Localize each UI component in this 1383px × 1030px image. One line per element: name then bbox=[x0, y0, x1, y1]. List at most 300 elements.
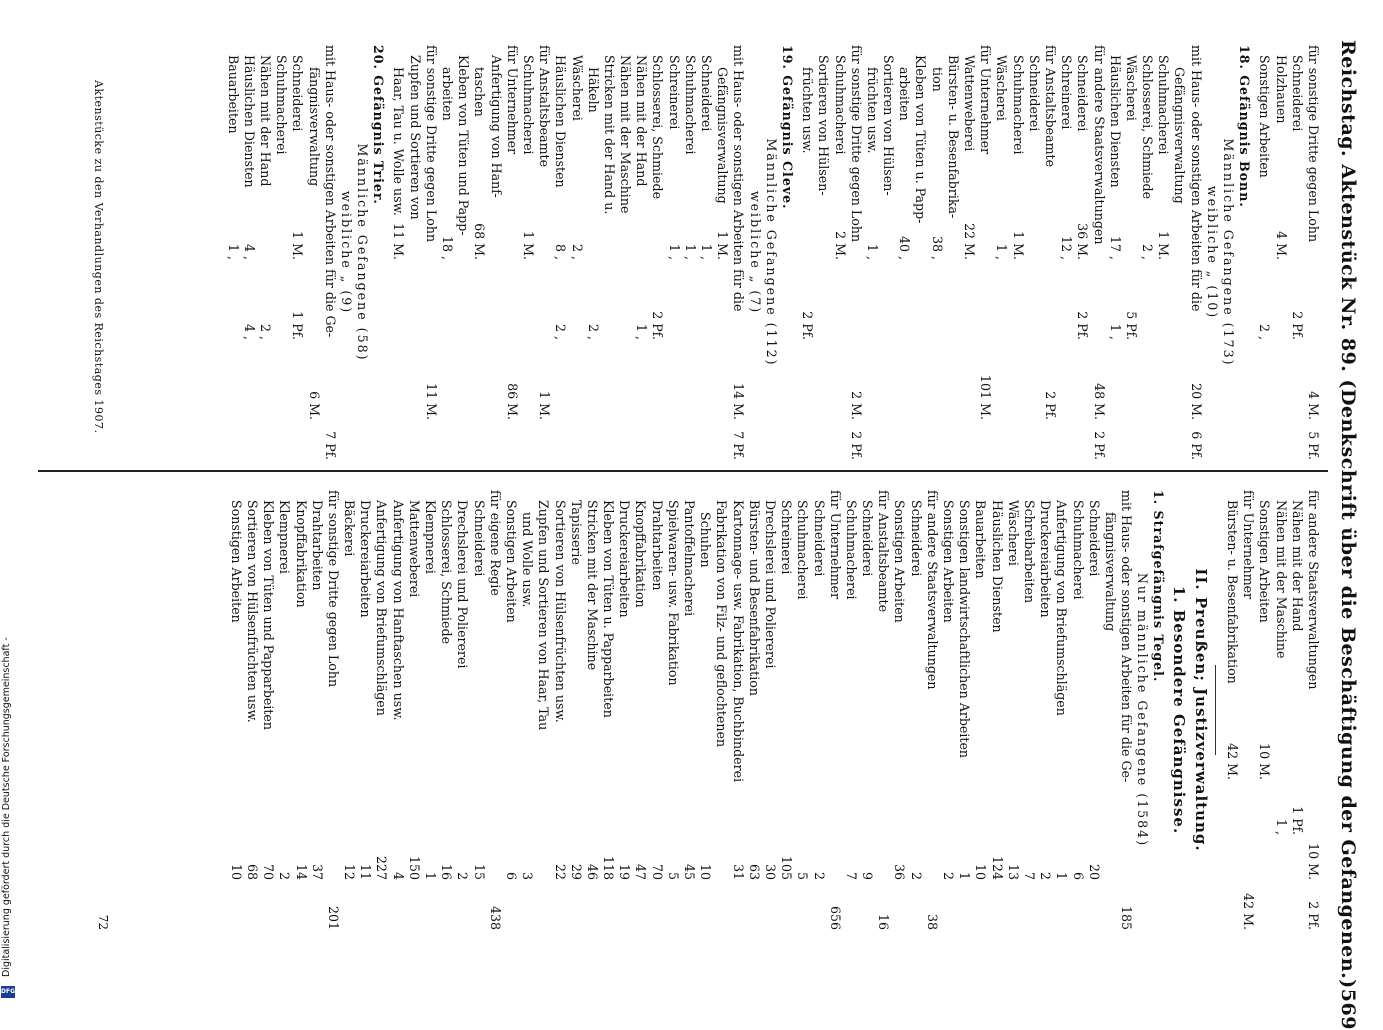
row-label: Klempnerei bbox=[423, 500, 439, 574]
row-label: Bürsten- und Besenfabrikation bbox=[746, 500, 762, 696]
row-label: Pantoffelmacherei bbox=[682, 500, 698, 617]
row-value-v3: 86 M. bbox=[504, 383, 520, 420]
row-value-v3: 118 bbox=[601, 855, 617, 880]
table-row bbox=[503, 490, 519, 930]
table-row bbox=[762, 490, 778, 930]
row-value-v3: 36 bbox=[892, 863, 908, 880]
row-value-v1: 1 , bbox=[682, 243, 698, 260]
row-value-v3: 6 M. bbox=[306, 391, 322, 420]
page-header bbox=[1335, 40, 1361, 1030]
row-value-v1: 1 , bbox=[864, 243, 880, 260]
section-rule bbox=[1215, 665, 1216, 755]
row-value-v3: 68 bbox=[244, 863, 260, 880]
row-value-v3: 12 bbox=[342, 863, 358, 880]
row-label: Sonstigen landwirtschaftlichen Arbeiten bbox=[957, 500, 973, 759]
row-value-v3: 37 bbox=[309, 863, 325, 880]
row-label: für Unternehmer bbox=[978, 45, 994, 155]
row-value-v3: 45 bbox=[682, 863, 698, 880]
table-row bbox=[1204, 45, 1220, 460]
table-row bbox=[552, 45, 568, 460]
row-label: für sonstige Dritte gegen Lohn bbox=[423, 45, 439, 243]
row-label: Druckereiarbeiten bbox=[617, 500, 633, 618]
table-row bbox=[325, 490, 341, 930]
table-row bbox=[423, 45, 439, 460]
row-label: 1. Besondere Gefängnisse. bbox=[1169, 585, 1188, 835]
table-row bbox=[341, 490, 357, 930]
table-row bbox=[1118, 490, 1134, 930]
row-label: für andere Staatsverwaltungen bbox=[1306, 490, 1321, 690]
row-label: Schneiderei bbox=[1086, 500, 1102, 577]
table-row bbox=[912, 45, 928, 460]
table-row bbox=[568, 490, 584, 930]
row-value-v3: 11 bbox=[358, 863, 374, 880]
row-label: Schuhen bbox=[698, 512, 714, 568]
row-label: Zupfen und Sortieren von bbox=[407, 55, 423, 220]
row-label: mit Haus- oder sonstigen Arbeiten für die Ge- bbox=[1119, 490, 1135, 783]
row-label: taschen bbox=[472, 67, 488, 117]
row-label: Nur männliche Gefangene (1584) bbox=[1135, 572, 1151, 848]
table-row bbox=[1123, 45, 1139, 460]
table-row bbox=[1139, 45, 1155, 460]
table-row bbox=[698, 45, 714, 460]
row-label: fängnisverwaltung bbox=[1102, 512, 1118, 632]
table-row bbox=[244, 490, 260, 930]
table-row bbox=[988, 490, 1004, 930]
row-label: Mattenweberei bbox=[406, 500, 422, 598]
table-row bbox=[632, 490, 648, 930]
table-row bbox=[1289, 45, 1305, 460]
row-label: weibliche „ (10) bbox=[1204, 185, 1220, 320]
row-label: arbeiten bbox=[440, 67, 456, 121]
row-value-v3: 2 bbox=[277, 871, 293, 880]
row-value-v3: 11 M. bbox=[423, 383, 439, 420]
row-label: Drahtarbeiten bbox=[309, 500, 325, 591]
table-row bbox=[617, 45, 633, 460]
row-label: Nähen mit der Hand bbox=[258, 55, 273, 187]
table-row bbox=[1220, 45, 1236, 460]
row-label: Knopffabrikation bbox=[633, 500, 649, 608]
row-value-v2: 2 , bbox=[585, 323, 601, 340]
table-row bbox=[551, 490, 567, 930]
table-row bbox=[241, 45, 257, 460]
table-row bbox=[746, 490, 762, 930]
row-label: Tapisserie bbox=[568, 500, 584, 565]
row-label: arbeiten bbox=[897, 67, 913, 121]
row-value-v4: 438 bbox=[487, 905, 503, 930]
row-label: für eigene Regie bbox=[487, 490, 503, 596]
row-value-v3: 2 M. bbox=[848, 391, 864, 420]
row-label: Schneiderei bbox=[1075, 55, 1091, 132]
table-row bbox=[778, 490, 794, 930]
row-label: Schuhmacherei bbox=[682, 55, 698, 155]
row-value-v2: 2 Pf. bbox=[1289, 311, 1305, 340]
table-row bbox=[1224, 490, 1240, 930]
row-value-v4: 42 M. bbox=[1241, 893, 1257, 930]
row-value-v3: 7 bbox=[1021, 871, 1037, 880]
row-label: 19. Gefängnis Cleve. bbox=[780, 45, 795, 210]
table-row bbox=[940, 490, 956, 930]
table-row bbox=[487, 45, 503, 460]
table-row bbox=[390, 45, 406, 460]
row-label: Wäscherei bbox=[1005, 500, 1021, 566]
table-row bbox=[454, 490, 470, 930]
table-row bbox=[584, 490, 600, 930]
table-row bbox=[843, 490, 859, 930]
row-value-v1: 1 M. bbox=[1010, 231, 1026, 260]
row-value-v1: 10 M. bbox=[1257, 743, 1273, 780]
table-row bbox=[746, 45, 762, 460]
table-row bbox=[993, 45, 1009, 460]
table-row bbox=[1021, 490, 1037, 930]
row-value-v3: 1 bbox=[1054, 871, 1070, 880]
table-row bbox=[470, 490, 486, 930]
table-row bbox=[1005, 490, 1021, 930]
row-label: Häuslichen Diensten bbox=[989, 500, 1005, 633]
table-row bbox=[682, 45, 698, 460]
table-row bbox=[1026, 45, 1042, 460]
row-label: Drechslerei und Poliererei bbox=[762, 500, 778, 669]
section-heading bbox=[1236, 45, 1252, 460]
table-row bbox=[681, 490, 697, 930]
row-value-v3: 29 bbox=[568, 863, 584, 880]
row-label: für Unternehmer bbox=[827, 490, 843, 600]
row-value-v4: 7 Pf. bbox=[322, 431, 338, 460]
table-row bbox=[487, 490, 503, 930]
table-row bbox=[471, 45, 487, 460]
row-value-v3: 22 bbox=[552, 863, 568, 880]
row-value-v1: 8 , bbox=[553, 243, 569, 260]
row-label: Schuhmacherei bbox=[1156, 55, 1172, 155]
table-row bbox=[961, 45, 977, 460]
table-row bbox=[799, 45, 815, 460]
table-row bbox=[1069, 490, 1085, 930]
row-value-v3: 10 M. bbox=[1306, 843, 1321, 880]
row-label: Zupfen und Sortieren von Haar, Tau bbox=[536, 500, 552, 731]
row-label: Kleben von Tüten und Papp- bbox=[456, 55, 472, 236]
table-row bbox=[907, 490, 923, 930]
row-value-v3: 14 M. bbox=[731, 383, 747, 420]
table-row bbox=[977, 45, 993, 460]
row-value-v1: 1 M. bbox=[1156, 231, 1172, 260]
row-value-v3: 30 bbox=[762, 863, 778, 880]
row-value-v2: 2 , bbox=[553, 323, 569, 340]
row-value-v3: 105 bbox=[779, 855, 795, 880]
row-label: Sortieren von Hülsenfrüchten usw. bbox=[244, 500, 260, 723]
table-row bbox=[831, 45, 847, 460]
row-label: Knopffabrikation bbox=[293, 500, 309, 608]
row-value-v1: 68 M. bbox=[472, 223, 488, 260]
table-row bbox=[455, 45, 471, 460]
table-row bbox=[848, 45, 864, 460]
row-value-v3: 2 bbox=[811, 871, 827, 880]
table-row bbox=[929, 45, 945, 460]
row-value-v1: 4 M. bbox=[1273, 231, 1289, 260]
table-row bbox=[389, 490, 405, 930]
row-label: Sortieren von Hülsenfrüchten usw. bbox=[552, 500, 568, 723]
row-label: Bäckerei bbox=[342, 500, 358, 557]
row-value-v4: 7 Pf. bbox=[731, 431, 747, 460]
table-row bbox=[972, 490, 988, 930]
row-label: Fabrikation von Filz- und geflochtenen bbox=[714, 500, 730, 748]
row-label: Schreibarbeiten bbox=[1021, 500, 1037, 604]
row-label: 1. Strafgefängnis Tegel. bbox=[1151, 490, 1167, 683]
row-label: Schneiderei bbox=[908, 500, 924, 577]
row-label: für andere Staatsverwaltungen bbox=[1091, 45, 1107, 245]
table-row bbox=[1053, 490, 1069, 930]
row-label: Nähen mit der Hand bbox=[634, 55, 650, 187]
row-label: Schneiderei bbox=[1289, 55, 1305, 132]
row-label: Druckereiarbeiten bbox=[358, 500, 374, 618]
row-label: Haar, Tau u. Wolle usw. bbox=[391, 67, 407, 216]
table-row bbox=[1074, 45, 1090, 460]
table-row bbox=[406, 490, 422, 930]
table-row bbox=[422, 490, 438, 930]
row-label: fängnisverwaltung bbox=[306, 67, 322, 187]
chapter-heading bbox=[1170, 490, 1186, 930]
row-value-v3: 63 bbox=[746, 863, 762, 880]
row-value-v4: 2 Pf. bbox=[848, 431, 864, 460]
table-row bbox=[880, 45, 896, 460]
table-row bbox=[257, 45, 273, 460]
left-column bbox=[224, 45, 1321, 460]
row-label: Bauarbeiten bbox=[225, 55, 241, 134]
row-value-v2: 1 , bbox=[1107, 323, 1123, 340]
table-row bbox=[260, 490, 276, 930]
table-row bbox=[864, 45, 880, 460]
table-row bbox=[568, 45, 584, 460]
row-label: 20. Gefängnis Trier. bbox=[371, 45, 387, 205]
row-label: Sonstigen Arbeiten bbox=[1257, 55, 1273, 178]
row-label: Klempnerei bbox=[277, 500, 293, 574]
row-value-v3: 70 bbox=[649, 863, 665, 880]
row-value-v3: 10 bbox=[973, 863, 989, 880]
row-value-v1: 1 M. bbox=[290, 231, 306, 260]
row-label: Schuhmacherei bbox=[832, 55, 848, 155]
row-label: Holzhauen bbox=[1273, 55, 1289, 124]
row-label: Männliche Gefangene (173) bbox=[1221, 138, 1237, 367]
table-row bbox=[585, 45, 601, 460]
table-row bbox=[600, 490, 616, 930]
row-label: Schneiderei bbox=[290, 55, 306, 132]
row-value-v3: 20 M. bbox=[1188, 383, 1204, 420]
row-value-v2: 1 , bbox=[634, 323, 650, 340]
row-value-v3: 150 bbox=[406, 855, 422, 880]
row-label: weibliche „ (7) bbox=[747, 190, 763, 315]
table-row bbox=[891, 490, 907, 930]
row-label: Schreinerei bbox=[666, 55, 682, 130]
row-label: Sortieren von Hülsen- bbox=[881, 55, 897, 196]
row-label: Wäscherei bbox=[569, 55, 585, 121]
row-label: Nähen mit der Maschine bbox=[1273, 500, 1289, 659]
row-value-v1: 12 , bbox=[1059, 235, 1075, 260]
row-label: Gefängnisverwaltung bbox=[1172, 67, 1188, 204]
row-label: Häkeln bbox=[585, 67, 601, 113]
row-value-v1: 1 , bbox=[666, 243, 682, 260]
row-label: Bürsten- u. Besenfabrika- bbox=[945, 55, 961, 219]
row-label: Schneiderei bbox=[811, 500, 827, 577]
row-value-v2: 1 Pf. bbox=[1289, 806, 1305, 835]
row-value-v3: 2 Pf. bbox=[1043, 391, 1058, 420]
row-value-v3: 10 bbox=[228, 863, 244, 880]
row-label: Wäscherei bbox=[994, 55, 1010, 121]
row-value-v3: 19 bbox=[617, 863, 633, 880]
row-value-v4: 2 Pf. bbox=[1091, 431, 1107, 460]
row-label: Sonstigen Arbeiten bbox=[1257, 500, 1273, 623]
row-value-v3: 2 bbox=[455, 871, 471, 880]
table-row bbox=[666, 45, 682, 460]
row-value-v3: 48 M. bbox=[1091, 383, 1107, 420]
table-row bbox=[1009, 45, 1025, 460]
chapter-heading bbox=[1193, 490, 1209, 930]
row-value-v1: 4 , bbox=[241, 243, 257, 260]
table-row bbox=[1256, 45, 1272, 460]
row-label: Kleben von Tüten u. Papparbeiten bbox=[601, 500, 617, 718]
row-value-v3: 4 M. bbox=[1306, 391, 1321, 420]
row-label: Schuhmacherei bbox=[521, 55, 536, 155]
row-value-v1: 2 M. bbox=[832, 231, 848, 260]
row-value-v1: 11 M. bbox=[391, 223, 407, 260]
row-value-v4: 6 Pf. bbox=[1188, 431, 1204, 460]
table-row bbox=[1102, 490, 1118, 930]
row-label: Kleben von Tüten und Papparbeiten bbox=[261, 500, 277, 730]
row-value-v1: 38 , bbox=[929, 235, 945, 260]
row-label: Wäscherei bbox=[1123, 55, 1139, 121]
row-label: Schuhmacherei bbox=[1070, 500, 1086, 600]
row-value-v4: 185 bbox=[1119, 905, 1135, 930]
row-label: Häuslichen Diensten bbox=[553, 55, 569, 188]
row-value-v3: 227 bbox=[374, 855, 390, 880]
row-label: Sortieren von Hülsen- bbox=[816, 55, 832, 196]
row-value-v3: 1 bbox=[957, 871, 973, 880]
row-label: Stricken mit der Maschine bbox=[584, 500, 600, 671]
table-row bbox=[1305, 45, 1321, 460]
row-label: Drahtarbeiten bbox=[649, 500, 665, 591]
row-value-v3: 2 bbox=[941, 871, 957, 880]
row-value-v1: 1 M. bbox=[521, 231, 536, 260]
row-value-v2: 4 , bbox=[241, 323, 257, 340]
table-row bbox=[648, 490, 664, 930]
table-row bbox=[713, 490, 729, 930]
row-value-v2: 2 Pf. bbox=[800, 311, 816, 340]
row-label: tion bbox=[929, 67, 945, 92]
row-label: für sonstige Dritte gegen Lohn bbox=[1306, 45, 1321, 243]
digitization-text: Digitalisierung gefördert durch die Deutsche Forschungsgemeinschaft - bbox=[1, 637, 12, 977]
row-label: für Unternehmer bbox=[504, 45, 520, 155]
table-row bbox=[827, 490, 843, 930]
row-label: Männliche Gefangene (112) bbox=[763, 138, 779, 367]
row-value-v1: 18 , bbox=[440, 235, 456, 260]
row-label: für sonstige Dritte gegen Lohn bbox=[848, 45, 864, 243]
row-label: Schreinerei bbox=[779, 500, 795, 575]
row-label: Sonstigen Arbeiten bbox=[503, 500, 519, 623]
table-row bbox=[810, 490, 826, 930]
row-label: früchten usw. bbox=[800, 67, 816, 154]
row-label: weibliche „ (9) bbox=[338, 190, 354, 315]
row-label: Wattenweberei bbox=[962, 55, 978, 152]
table-row bbox=[616, 490, 632, 930]
table-row bbox=[305, 45, 321, 460]
row-label: mit Haus- oder sonstigen Arbeiten für die Ge- bbox=[322, 45, 338, 338]
table-row bbox=[322, 45, 338, 460]
row-label: 18. Gefängnis Bonn. bbox=[1237, 45, 1253, 208]
row-value-v2: 5 Pf. bbox=[1123, 311, 1139, 340]
table-row bbox=[338, 45, 354, 460]
row-value-v3: 31 bbox=[730, 863, 746, 880]
row-label: Anfertigung von Briefumschlägen bbox=[1054, 500, 1070, 716]
table-row bbox=[354, 45, 370, 460]
table-row bbox=[535, 490, 551, 930]
table-row bbox=[1107, 45, 1123, 460]
row-label: Bürsten- u. Besenfabrikation bbox=[1225, 500, 1241, 684]
row-label: Anfertigung von Hanf- bbox=[488, 55, 504, 198]
row-label: für Anstaltsbeamte bbox=[1043, 45, 1058, 168]
row-value-v3: 1 bbox=[423, 871, 439, 880]
table-row bbox=[1042, 45, 1058, 460]
row-label: Stricken mit der Hand u. bbox=[601, 55, 617, 215]
header-page-number: 569 bbox=[1337, 988, 1359, 1030]
row-label: Sonstigen Arbeiten bbox=[892, 500, 908, 623]
table-row bbox=[1240, 490, 1256, 930]
table-row bbox=[1086, 490, 1102, 930]
row-value-v3: 4 bbox=[390, 871, 406, 880]
table-row bbox=[520, 45, 536, 460]
row-value-v1: 2 , bbox=[569, 243, 585, 260]
row-value-v3: 9 bbox=[860, 871, 876, 880]
row-value-v1: 42 M. bbox=[1225, 743, 1241, 780]
row-value-v3: 70 bbox=[261, 863, 277, 880]
row-label: Schuhmacherei bbox=[1010, 55, 1026, 155]
table-row bbox=[763, 45, 779, 460]
row-value-v3: 47 bbox=[633, 863, 649, 880]
row-label: Sonstigen Arbeiten bbox=[228, 500, 244, 623]
table-row bbox=[1058, 45, 1074, 460]
table-row bbox=[896, 45, 912, 460]
row-value-v3: 6 bbox=[503, 871, 519, 880]
row-label: II. Preußen; Justizverwaltung. bbox=[1191, 568, 1210, 852]
table-row bbox=[859, 490, 875, 930]
row-value-v3: 14 bbox=[293, 863, 309, 880]
row-value-v3: 15 bbox=[471, 863, 487, 880]
table-row bbox=[601, 45, 617, 460]
row-label: Schuhmacherei bbox=[274, 55, 290, 155]
table-row bbox=[309, 490, 325, 930]
table-row bbox=[956, 490, 972, 930]
row-label: Anfertigung von Briefumschlägen bbox=[374, 500, 390, 716]
row-value-v1: 1 , bbox=[994, 243, 1010, 260]
row-value-v4: 5 Pf. bbox=[1306, 431, 1321, 460]
table-row bbox=[665, 490, 681, 930]
table-row bbox=[815, 45, 831, 460]
row-label: Schneiderei bbox=[860, 500, 876, 577]
row-label: Schlosserei, Schmiede bbox=[1140, 55, 1156, 200]
row-value-v3: 16 bbox=[439, 863, 455, 880]
table-row bbox=[519, 490, 535, 930]
table-row bbox=[438, 490, 454, 930]
row-label: Nähen mit der Hand bbox=[1289, 500, 1305, 632]
table-row bbox=[924, 490, 940, 930]
row-value-v1: 36 M. bbox=[1075, 223, 1091, 260]
row-label: für Anstaltsbeamte bbox=[537, 45, 553, 168]
row-value-v3: 2 bbox=[908, 871, 924, 880]
row-value-v1: 17 , bbox=[1107, 235, 1123, 260]
row-value-v3: 10 bbox=[698, 863, 714, 880]
column-page-number: 72 bbox=[96, 914, 110, 930]
row-label: mit Haus- oder sonstigen Arbeiten für die bbox=[1188, 45, 1204, 312]
row-value-v2: 2 , bbox=[1257, 323, 1273, 340]
table-row bbox=[945, 45, 961, 460]
row-label: früchten usw. bbox=[864, 67, 880, 154]
row-label: Schneiderei bbox=[699, 55, 715, 132]
